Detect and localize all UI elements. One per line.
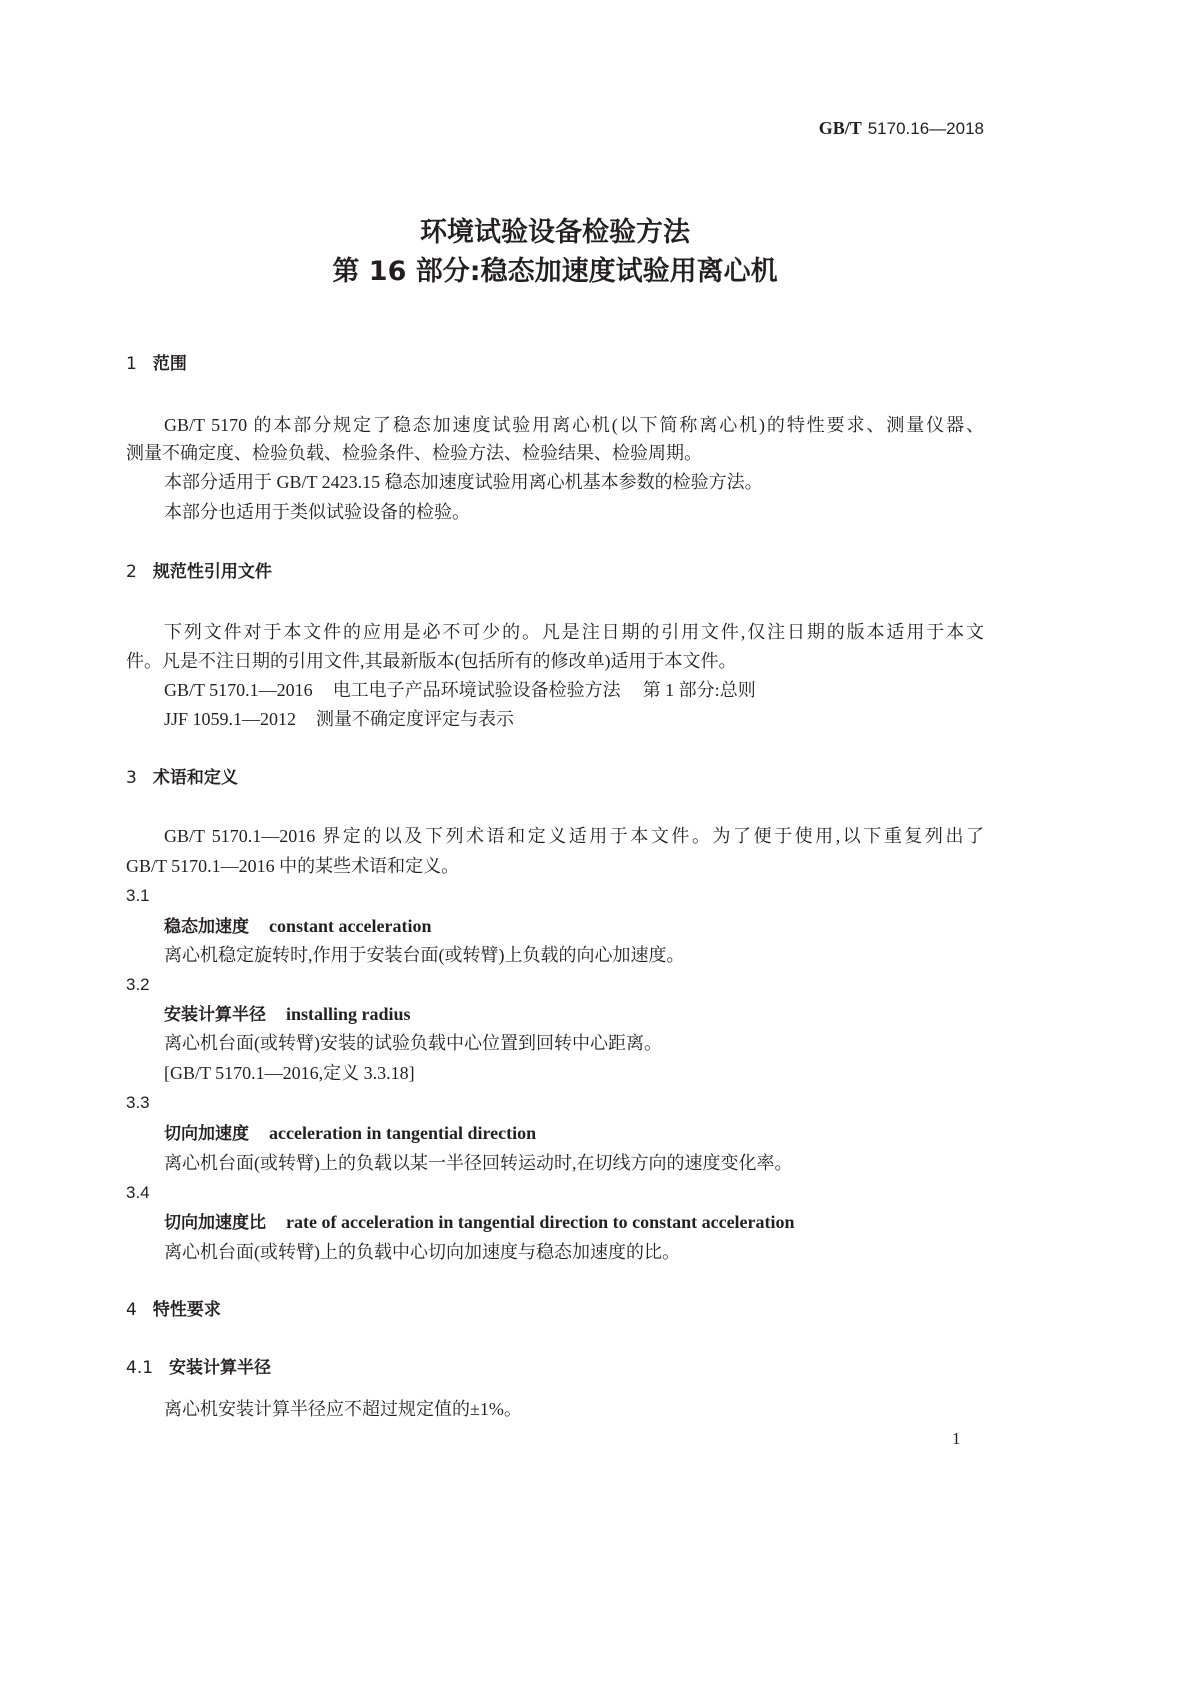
standard-code-number: 5170.16—2018 (867, 119, 984, 138)
term-definition: 离心机台面(或转臂)安装的试验负载中心位置到回转中心距离。 (164, 1033, 662, 1053)
term-heading (164, 1210, 795, 1235)
term-english: installing radius (286, 1004, 411, 1024)
section-4-heading (126, 1298, 221, 1322)
standard-code-prefix: GB/T (818, 118, 862, 138)
term-chinese: 切向加速度 (164, 1124, 249, 1144)
section-number: 1 (126, 354, 137, 374)
term-definition: 离心机台面(或转臂)上的负载中心切向加速度与稳态加速度的比。 (164, 1242, 680, 1262)
normative-reference (164, 707, 514, 731)
section-title: 术语和定义 (152, 768, 238, 788)
paragraph-line: 本部分也适用于类似试验设备的检验。 (164, 502, 470, 522)
section-1-heading (126, 352, 187, 376)
document-title-line-1: 环境试验设备检验方法 (420, 217, 690, 248)
paragraph-line: 离心机安装计算半径应不超过规定值的±1%。 (164, 1399, 522, 1419)
paragraph-line: 测量不确定度、检验负载、检验条件、检验方法、检验结果、检验周期。 (126, 443, 702, 463)
term-heading (164, 914, 431, 939)
paragraph-line: GB/T 5170.1—2016 界定的以及下列术语和定义适用于本文件。为了便于使用,以下重复列出了 (164, 826, 984, 846)
term-chinese: 切向加速度比 (164, 1213, 266, 1233)
term-number: 3.4 (126, 1183, 150, 1202)
term-chinese: 稳态加速度 (164, 917, 249, 937)
section-number: 2 (126, 562, 137, 582)
reference-part: 第 1 部分:总则 (642, 680, 756, 700)
term-number: 3.1 (126, 886, 150, 905)
reference-title: 测量不确定度评定与表示 (316, 709, 515, 729)
subsection-4-1-heading (126, 1356, 271, 1380)
standard-code-header (819, 116, 984, 142)
section-title: 特性要求 (152, 1300, 221, 1320)
subsection-title: 安装计算半径 (169, 1358, 272, 1378)
paragraph-line: 下列文件对于本文件的应用是必不可少的。凡是注日期的引用文件,仅注日期的版本适用于本文 (164, 622, 984, 642)
document-title-line-2: 第 16 部分:稳态加速度试验用离心机 (332, 256, 778, 287)
paragraph-line: GB/T 5170.1—2016 中的某些术语和定义。 (126, 856, 460, 876)
term-source: [GB/T 5170.1—2016,定义 3.3.18] (164, 1063, 415, 1083)
normative-reference (164, 678, 756, 702)
term-heading (164, 1121, 536, 1146)
section-title: 范围 (152, 354, 187, 374)
term-english: rate of acceleration in tangential direction to constant acceleration (286, 1212, 795, 1232)
term-chinese: 安装计算半径 (164, 1005, 266, 1025)
term-english: constant acceleration (269, 916, 432, 936)
section-number: 3 (126, 768, 137, 788)
section-2-heading (126, 560, 272, 584)
subsection-number: 4.1 (126, 1358, 154, 1378)
reference-code: JJF 1059.1—2012 (164, 709, 297, 729)
term-definition: 离心机稳定旋转时,作用于安装台面(或转臂)上负载的向心加速度。 (164, 945, 685, 965)
term-number: 3.3 (126, 1093, 150, 1112)
paragraph-line: 本部分适用于 GB/T 2423.15 稳态加速度试验用离心机基本参数的检验方法。 (164, 472, 763, 492)
paragraph-line: 件。凡是不注日期的引用文件,其最新版本(包括所有的修改单)适用于本文件。 (126, 651, 737, 671)
page-number: 1 (952, 1429, 961, 1448)
reference-title: 电工电子产品环境试验设备检验方法 (332, 680, 621, 700)
paragraph-line: GB/T 5170 的本部分规定了稳态加速度试验用离心机(以下简称离心机)的特性要求、测量仪器、 (164, 415, 984, 435)
term-english: acceleration in tangential direction (269, 1123, 537, 1143)
section-number: 4 (126, 1300, 137, 1320)
reference-code: GB/T 5170.1—2016 (164, 680, 313, 700)
section-3-heading (126, 766, 238, 790)
section-title: 规范性引用文件 (152, 562, 272, 582)
term-definition: 离心机台面(或转臂)上的负载以某一半径回转运动时,在切线方向的速度变化率。 (164, 1153, 793, 1173)
term-number: 3.2 (126, 975, 150, 994)
term-heading (164, 1002, 411, 1027)
